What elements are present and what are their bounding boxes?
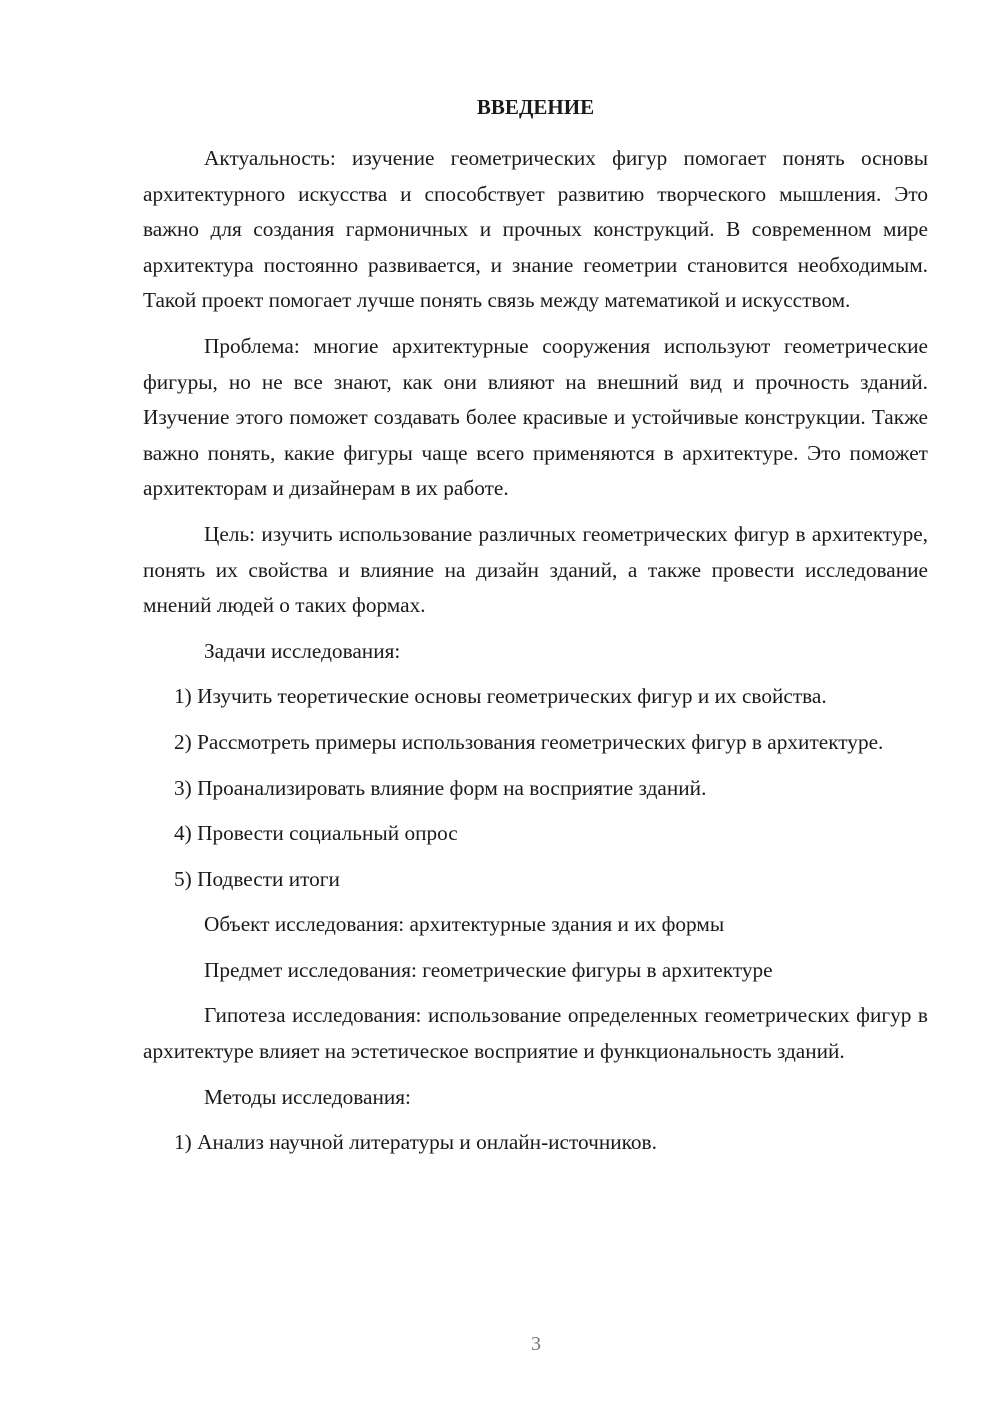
section-title: ВВЕДЕНИЕ	[476, 95, 595, 119]
task-item-2: 2) Рассмотреть примеры использования геометрических фигур в архитектуре.	[174, 729, 884, 754]
research-object: Объект исследования: архитектурные здания и их формы	[204, 912, 725, 937]
task-item-3: 3) Проанализировать влияние форм на восприятие зданий.	[174, 775, 707, 800]
paragraph-goal: Цель: изучить использование различных геометрических фигур в архитектуре, понять их свойства и влияние на дизайн зданий, а также провести исследование мнений людей о таких формах.	[143, 521, 928, 618]
research-hypothesis: Гипотеза исследования: использование определенных геометрических фигур в архитектуре влияет на эстетическое восприятие и функциональность зданий.	[143, 1003, 928, 1064]
research-subject: Предмет исследования: геометрические фигуры в архитектуре	[204, 957, 773, 982]
task-item-4: 4) Провести социальный опрос	[174, 821, 458, 846]
paragraph-relevance: Актуальность: изучение геометрических фигур помогает понять основы архитектурного искусства и способствует развитию творческого мышления. Это важно для создания гармоничных и прочных конструкций. В современном мире архитектура постоянно развивается, и знание геометрии становится необходимым. Такой проект помогает лучше понять связь между математикой и искусством.	[143, 146, 928, 313]
methods-heading: Методы исследования:	[204, 1084, 411, 1109]
paragraph-problem: Проблема: многие архитектурные сооружения используют геометрические фигуры, но не все знают, как они влияют на внешний вид и прочность зданий. Изучение этого поможет создавать более красивые и устойчивые конструкции. Также важно понять, какие фигуры чаще всего применяются в архитектуре. Это поможет архитекторам и дизайнерам в их работе.	[143, 333, 928, 501]
task-item-5: 5) Подвести итоги	[174, 866, 340, 891]
document-page	[143, 92, 928, 1171]
page-number: 3	[531, 1333, 541, 1355]
task-item-1: 1) Изучить теоретические основы геометрических фигур и их свойства.	[174, 684, 827, 709]
method-item-1: 1) Анализ научной литературы и онлайн-источников.	[174, 1130, 657, 1155]
tasks-heading: Задачи исследования:	[204, 638, 401, 663]
